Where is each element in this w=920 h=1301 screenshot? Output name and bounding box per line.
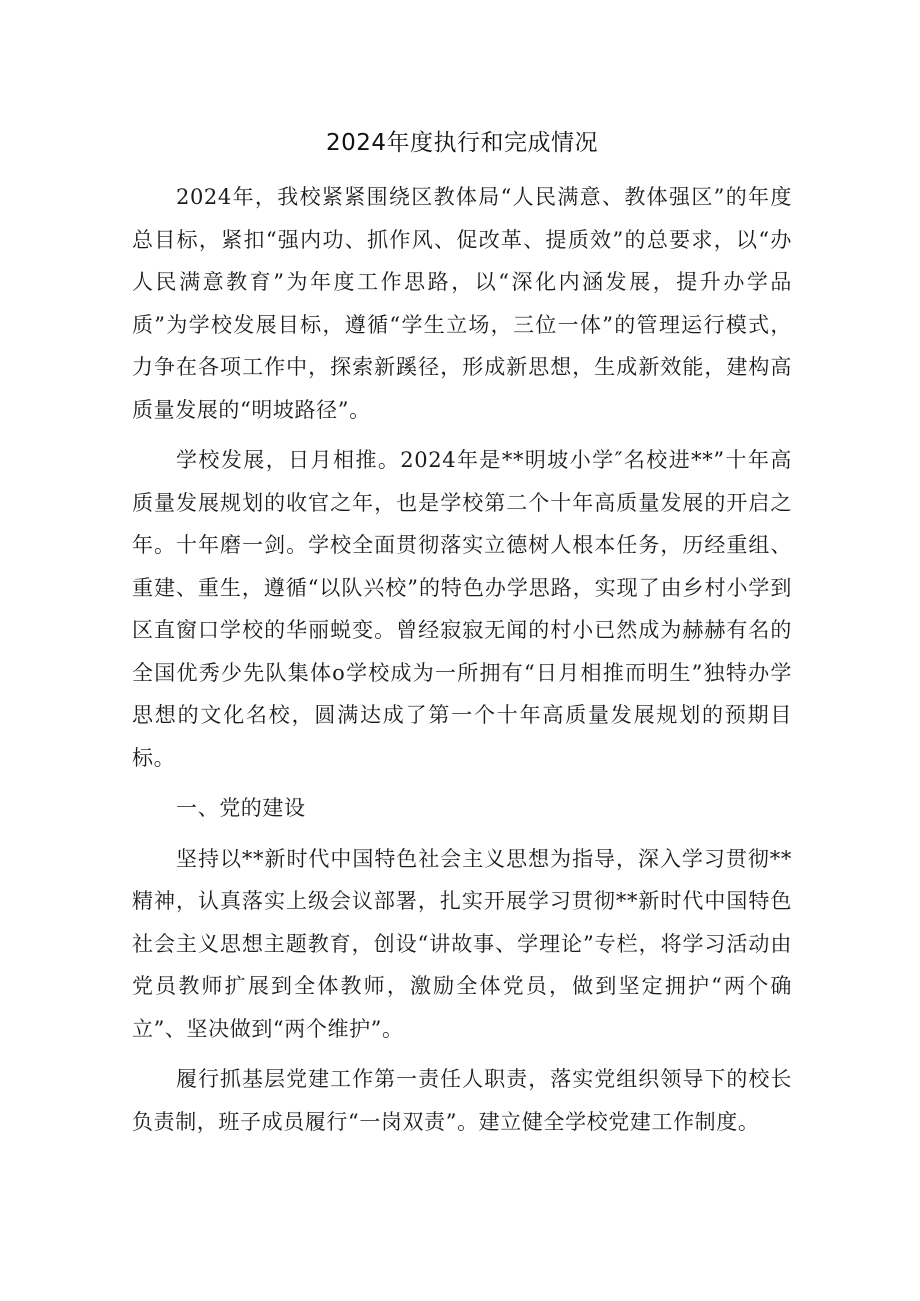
document-body	[132, 118, 792, 1151]
intro-paragraph-1: 2024年，我校紧紧围绕区教体局“人民满意、教体强区”的年度总目标，紧扣“强内功、抓作风、促改革、提质效”的总要求，以“办人民满意教育”为年度工作思路，以“深化内涵发展，提升办学品质”为学校发展目标，遵循“学生立场，三位一体”的管理运行模式，力争在各项工作中，探索新蹊径，形成新思想，生成新效能，建构高质量发展的“明坡路径”。	[132, 185, 792, 422]
intro-paragraph-2: 学校发展，日月相推。2024年是**明坡小学″名校进**”十年高质量发展规划的收官之年，也是学校第二个十年高质量发展的开启之年。十年磨一剑。学校全面贯彻落实立德树人根本任务，历经重组、重建、重生，遵循“以队兴校”的特色办学思路，实现了由乡村小学到区直窗口学校的华丽蜕变。曾经寂寂无闻的村小已然成为赫赫有名的全国优秀少先队集体o学校成为一所拥有“日月相推而明生”独特办学思想的文化名校，圆满达成了第一个十年高质量发展规划的预期目标。	[132, 448, 792, 770]
section-heading-party-building: 一、党的建设	[176, 796, 306, 820]
section-1-paragraph-1: 坚持以**新时代中国特色社会主义思想为指导，深入学习贯彻**精神，认真落实上级会议部署，扎实开展学习贯彻**新时代中国特色社会主义思想主题教育，创设“讲故事、学理论”专栏，将学习活动由党员教师扩展到全体教师，激励全体党员，做到坚定拥护“两个确立”、坚决做到“两个维护”。	[132, 846, 792, 1041]
section-1-paragraph-2: 履行抓基层党建工作第一责任人职责，落实党组织领导下的校长负责制，班子成员履行“一岗双责”。建立健全学校党建工作制度。	[132, 1067, 792, 1134]
document-title: 2024年度执行和完成情况	[325, 130, 599, 156]
